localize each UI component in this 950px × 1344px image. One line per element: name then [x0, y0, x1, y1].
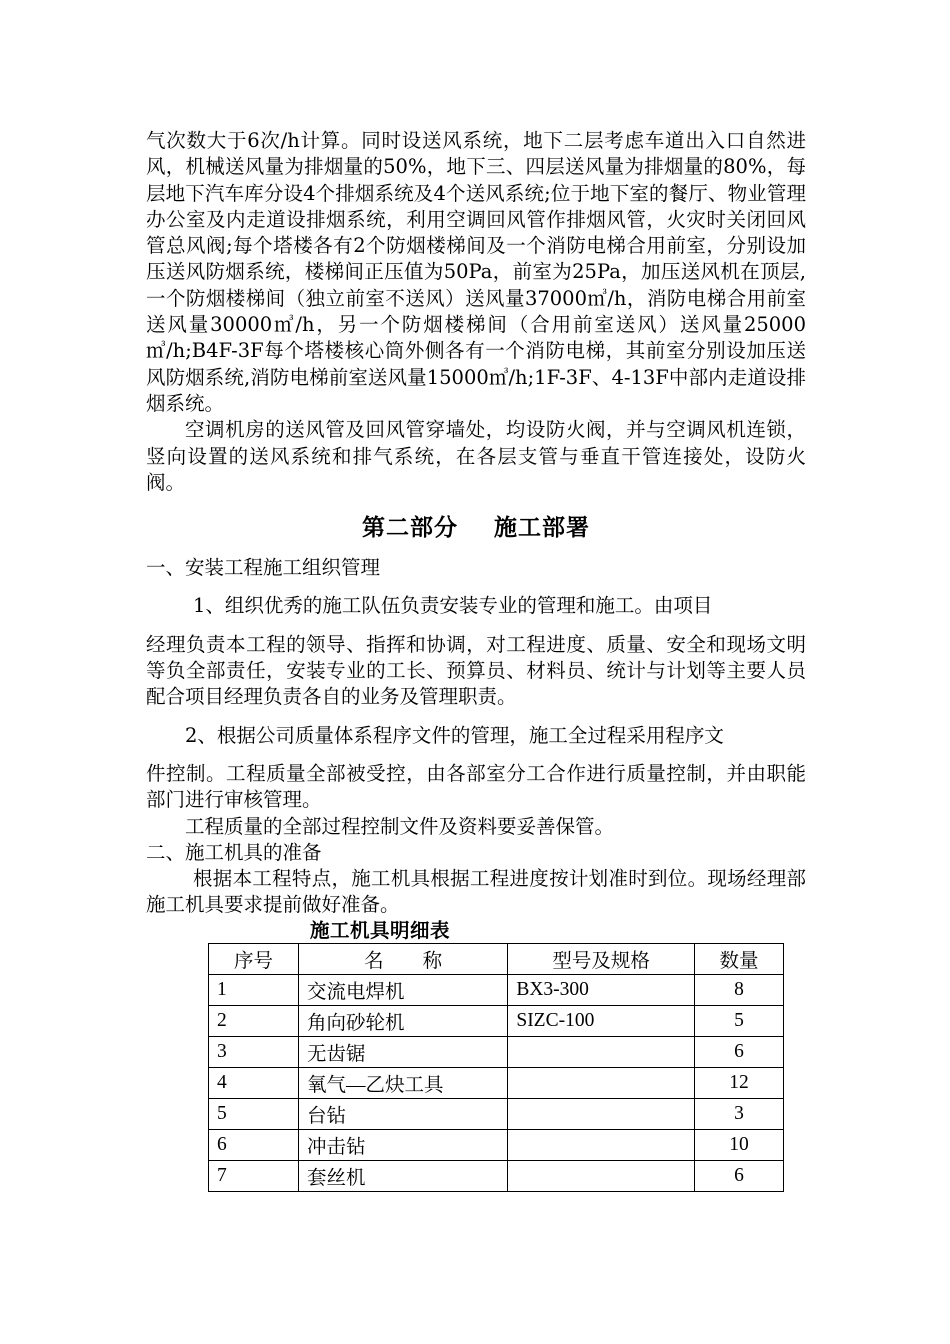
cell-model — [508, 1067, 695, 1098]
table-row — [209, 1067, 784, 1098]
cell-name: 无齿锯 — [298, 1036, 507, 1067]
table-row — [209, 1160, 784, 1191]
cell-index: 2 — [209, 1005, 299, 1036]
cell-model — [508, 1098, 695, 1129]
cell-quantity: 5 — [694, 1005, 783, 1036]
table-row — [209, 1098, 784, 1129]
table-row — [209, 1129, 784, 1160]
cell-quantity: 10 — [694, 1129, 783, 1160]
table-row — [209, 1005, 784, 1036]
cell-quantity: 8 — [694, 974, 783, 1005]
cell-index: 1 — [209, 974, 299, 1005]
cell-name: 角向砂轮机 — [298, 1005, 507, 1036]
section2-title: 二、施工机具的准备 — [146, 840, 322, 864]
table-header-row — [209, 943, 784, 974]
cell-name: 冲击钻 — [298, 1129, 507, 1160]
cell-quantity: 3 — [694, 1098, 783, 1129]
section1-item1: 1、组织优秀的施工队伍负责安装专业的管理和施工。由项目 — [193, 594, 713, 618]
cell-index: 3 — [209, 1036, 299, 1067]
header-quantity: 数量 — [694, 943, 783, 974]
section1-item3: 工程质量的全部过程控制文件及资料要妥善保管。 — [185, 814, 615, 838]
cell-name: 套丝机 — [298, 1160, 507, 1191]
section2-text: 根据本工程特点，施工机具根据工程进度按计划准时到位。现场经理部施工机具要求提前做好准备。 — [146, 867, 806, 917]
cell-quantity: 6 — [694, 1160, 783, 1191]
cell-name: 氧气—乙炔工具 — [298, 1067, 507, 1098]
cell-model — [508, 1129, 695, 1160]
cell-name: 台钻 — [298, 1098, 507, 1129]
cell-model — [508, 1160, 695, 1191]
cell-name: 交流电焊机 — [298, 974, 507, 1005]
section1-item2-continuation: 件控制。工程质量全部被受控，由各部室分工合作进行质量控制，并由职能部门进行审核管理。 — [146, 761, 806, 812]
cell-model — [508, 1036, 695, 1067]
cell-index: 4 — [209, 1067, 299, 1098]
cell-index: 6 — [209, 1129, 299, 1160]
section1-item2: 2、根据公司质量体系程序文件的管理，施工全过程采用程序文 — [185, 723, 724, 747]
section-heading: 第二部分 施工部署 — [361, 514, 591, 542]
cell-model: BX3-300 — [508, 974, 695, 1005]
header-index: 序号 — [209, 943, 299, 974]
intro-paragraph-1: 气次数大于6次/h计算。同时设送风系统，地下二层考虑车道出入口自然进风，机械送风量为排烟量的50%，地下三、四层送风量为排烟量的80%，每层地下汽车库分设4个排烟系统及4个送风系统;位于地下室的餐厅、物业管理办公室及内走道设排烟系统，利用空调回风管作排烟风管，火灾时关闭回风管总风阀;每个塔楼各有2个防烟楼梯间及一个消防电梯合用前室，分别设加压送风防烟系统，楼梯间正压值为50Pa，前室为25Pa，加压送风机在顶层,一个防烟楼梯间（独立前室不送风）送风量37000㎥/h，消防电梯合用前室送风量30000㎥/h，另一个防烟楼梯间（合用前室送风）送风量25000㎥/h;B4F-3F每个塔楼核心筒外侧各有一个消防电梯，其前室分别设加压送风防烟系统,消防电梯前室送风量15000㎥/h;1F-3F、4-13F中部内走道设排烟系统。 — [146, 129, 806, 415]
cell-model: SIZC-100 — [508, 1005, 695, 1036]
section1-item1-continuation: 经理负责本工程的领导、指挥和协调，对工程进度、质量、安全和现场文明等负全部责任，安装专业的工长、预算员、材料员、统计与计划等主要人员配合项目经理负责各自的业务及管理职责。 — [146, 632, 806, 709]
header-name: 名 称 — [298, 943, 507, 974]
table-title: 施工机具明细表 — [310, 918, 451, 942]
cell-index: 7 — [209, 1160, 299, 1191]
header-model: 型号及规格 — [508, 943, 695, 974]
cell-index: 5 — [209, 1098, 299, 1129]
cell-quantity: 6 — [694, 1036, 783, 1067]
table-row — [209, 974, 784, 1005]
intro-paragraph-2: 空调机房的送风管及回风管穿墙处，均设防火阀，并与空调风机连锁，竖向设置的送风系统和排气系统，在各层支管与垂直干管连接处，设防火阀。 — [146, 418, 806, 494]
table-row — [209, 1036, 784, 1067]
cell-quantity: 12 — [694, 1067, 783, 1098]
section1-title: 一、安装工程施工组织管理 — [146, 556, 381, 580]
document-page — [146, 128, 806, 1192]
tools-table — [208, 943, 784, 1192]
